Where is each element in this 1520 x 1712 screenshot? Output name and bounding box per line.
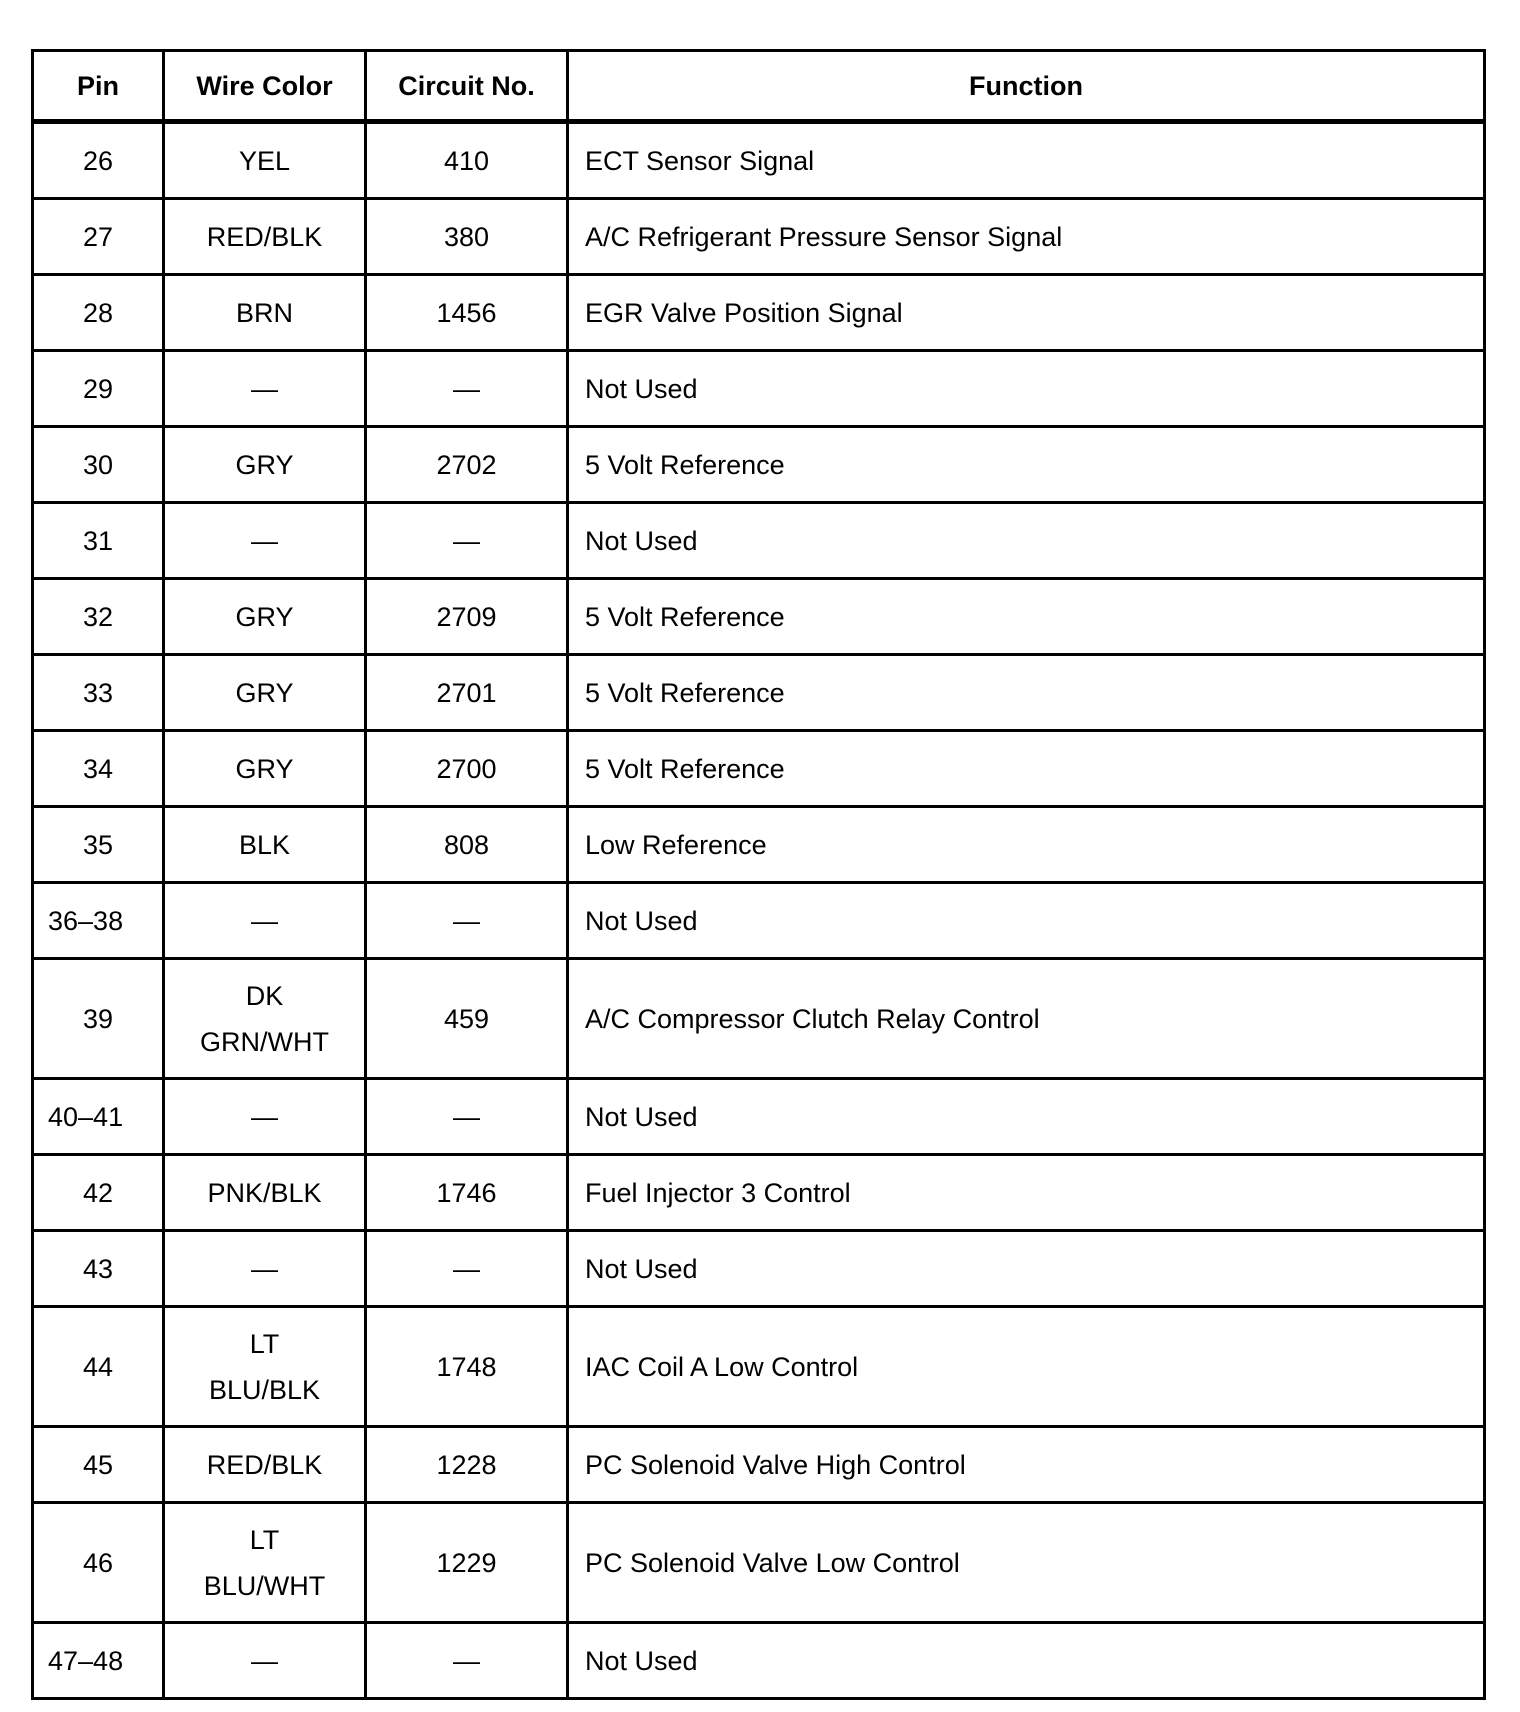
header-wire-color: Wire Color [164, 51, 366, 122]
pin-cell: 27 [33, 199, 164, 275]
pin-cell: 47–48 [33, 1623, 164, 1699]
header-pin: Pin [33, 51, 164, 122]
pin-cell: 36–38 [33, 883, 164, 959]
pin-cell: 45 [33, 1427, 164, 1503]
wire-color-cell [164, 1307, 366, 1427]
function-cell: Low Reference [568, 807, 1485, 883]
wire-color-cell [164, 199, 366, 275]
function-cell: Not Used [568, 503, 1485, 579]
function-cell: IAC Coil A Low Control [568, 1307, 1485, 1427]
wire-color-cell [164, 655, 366, 731]
table-row [33, 655, 1485, 731]
table-body [33, 122, 1485, 1699]
wire-color-text: GRY [235, 601, 294, 632]
table-row [33, 883, 1485, 959]
table-row [33, 1623, 1485, 1699]
circuit-no-cell: 2701 [366, 655, 568, 731]
table-row [33, 807, 1485, 883]
wire-color-cell [164, 122, 366, 199]
wire-color-cell [164, 1231, 366, 1307]
header-function: Function [568, 51, 1485, 122]
wire-color-text: — [251, 1253, 278, 1284]
wire-color-cell [164, 427, 366, 503]
function-cell: A/C Compressor Clutch Relay Control [568, 959, 1485, 1079]
circuit-no-cell: 1456 [366, 275, 568, 351]
table-header [33, 51, 1485, 122]
circuit-no-cell: 2709 [366, 579, 568, 655]
table-row [33, 503, 1485, 579]
circuit-no-cell: 380 [366, 199, 568, 275]
wire-color-text: — [251, 1645, 278, 1676]
circuit-no-cell: — [366, 1079, 568, 1155]
wire-color-text: LT [249, 1328, 280, 1359]
wire-color-cell [164, 1079, 366, 1155]
pin-cell: 40–41 [33, 1079, 164, 1155]
function-cell: Not Used [568, 883, 1485, 959]
wire-color-text: — [251, 905, 278, 936]
wire-color-text: BLK [238, 829, 291, 860]
wire-color-text: BRN [235, 297, 293, 328]
wire-color-cell [164, 1503, 366, 1623]
circuit-no-cell: 2702 [366, 427, 568, 503]
pin-cell: 44 [33, 1307, 164, 1427]
wire-color-text: GRN/WHT [200, 1026, 329, 1057]
wire-color-cell [164, 959, 366, 1079]
circuit-no-cell: — [366, 883, 568, 959]
header-row [33, 51, 1485, 122]
function-cell: 5 Volt Reference [568, 655, 1485, 731]
pin-cell: 29 [33, 351, 164, 427]
wire-color-text: — [251, 1101, 278, 1132]
wire-color-text: RED/BLK [206, 1449, 323, 1480]
function-cell: PC Solenoid Valve High Control [568, 1427, 1485, 1503]
wire-color-text: PNK/BLK [207, 1177, 322, 1208]
circuit-no-cell: 2700 [366, 731, 568, 807]
pin-cell: 30 [33, 427, 164, 503]
table-row [33, 1427, 1485, 1503]
pin-cell: 31 [33, 503, 164, 579]
wire-color-cell [164, 351, 366, 427]
function-cell: Not Used [568, 1079, 1485, 1155]
wire-color-cell [164, 731, 366, 807]
pin-cell: 39 [33, 959, 164, 1079]
wire-color-text: BLU/WHT [203, 1570, 326, 1601]
wire-color-text: RED/BLK [206, 221, 323, 252]
circuit-no-cell: 1229 [366, 1503, 568, 1623]
wire-color-text: — [251, 525, 278, 556]
pin-cell: 34 [33, 731, 164, 807]
wire-color-text: BLU/BLK [208, 1374, 321, 1405]
pin-cell: 26 [33, 122, 164, 199]
wire-color-cell [164, 503, 366, 579]
table-row [33, 1079, 1485, 1155]
table-row [33, 1155, 1485, 1231]
circuit-no-cell: 459 [366, 959, 568, 1079]
table-row [33, 122, 1485, 199]
function-cell: PC Solenoid Valve Low Control [568, 1503, 1485, 1623]
circuit-no-cell: 1228 [366, 1427, 568, 1503]
table-row [33, 959, 1485, 1079]
circuit-no-cell: 808 [366, 807, 568, 883]
wire-color-cell [164, 1155, 366, 1231]
wire-color-text: YEL [238, 145, 291, 176]
table-row [33, 1503, 1485, 1623]
wire-color-cell [164, 807, 366, 883]
function-cell: 5 Volt Reference [568, 579, 1485, 655]
pin-cell: 32 [33, 579, 164, 655]
pin-cell: 35 [33, 807, 164, 883]
circuit-no-cell: — [366, 503, 568, 579]
function-cell: Not Used [568, 351, 1485, 427]
pin-cell: 33 [33, 655, 164, 731]
circuit-no-cell: — [366, 1623, 568, 1699]
wire-color-text: GRY [235, 449, 294, 480]
pinout-table [31, 49, 1486, 1700]
circuit-no-cell: — [366, 351, 568, 427]
pin-cell: 43 [33, 1231, 164, 1307]
circuit-no-cell: — [366, 1231, 568, 1307]
circuit-no-cell: 1746 [366, 1155, 568, 1231]
wire-color-cell [164, 1427, 366, 1503]
circuit-no-cell: 410 [366, 122, 568, 199]
table-row [33, 731, 1485, 807]
circuit-no-cell: 1748 [366, 1307, 568, 1427]
function-cell: EGR Valve Position Signal [568, 275, 1485, 351]
wire-color-text: DK [245, 980, 284, 1011]
table-row [33, 579, 1485, 655]
function-cell: A/C Refrigerant Pressure Sensor Signal [568, 199, 1485, 275]
wire-color-text: LT [249, 1524, 280, 1555]
wire-color-cell [164, 579, 366, 655]
function-cell: Not Used [568, 1623, 1485, 1699]
function-cell: Not Used [568, 1231, 1485, 1307]
pin-cell: 46 [33, 1503, 164, 1623]
function-cell: Fuel Injector 3 Control [568, 1155, 1485, 1231]
function-cell: 5 Volt Reference [568, 731, 1485, 807]
wire-color-text: GRY [235, 753, 294, 784]
wire-color-cell [164, 1623, 366, 1699]
table-row [33, 1307, 1485, 1427]
table-row [33, 275, 1485, 351]
table-row [33, 427, 1485, 503]
wire-color-text: GRY [235, 677, 294, 708]
table-row [33, 1231, 1485, 1307]
wire-color-text: — [251, 373, 278, 404]
table-row [33, 351, 1485, 427]
function-cell: ECT Sensor Signal [568, 122, 1485, 199]
function-cell: 5 Volt Reference [568, 427, 1485, 503]
pin-cell: 28 [33, 275, 164, 351]
header-circuit-no: Circuit No. [366, 51, 568, 122]
wire-color-cell [164, 275, 366, 351]
table-row [33, 199, 1485, 275]
wire-color-cell [164, 883, 366, 959]
pin-cell: 42 [33, 1155, 164, 1231]
